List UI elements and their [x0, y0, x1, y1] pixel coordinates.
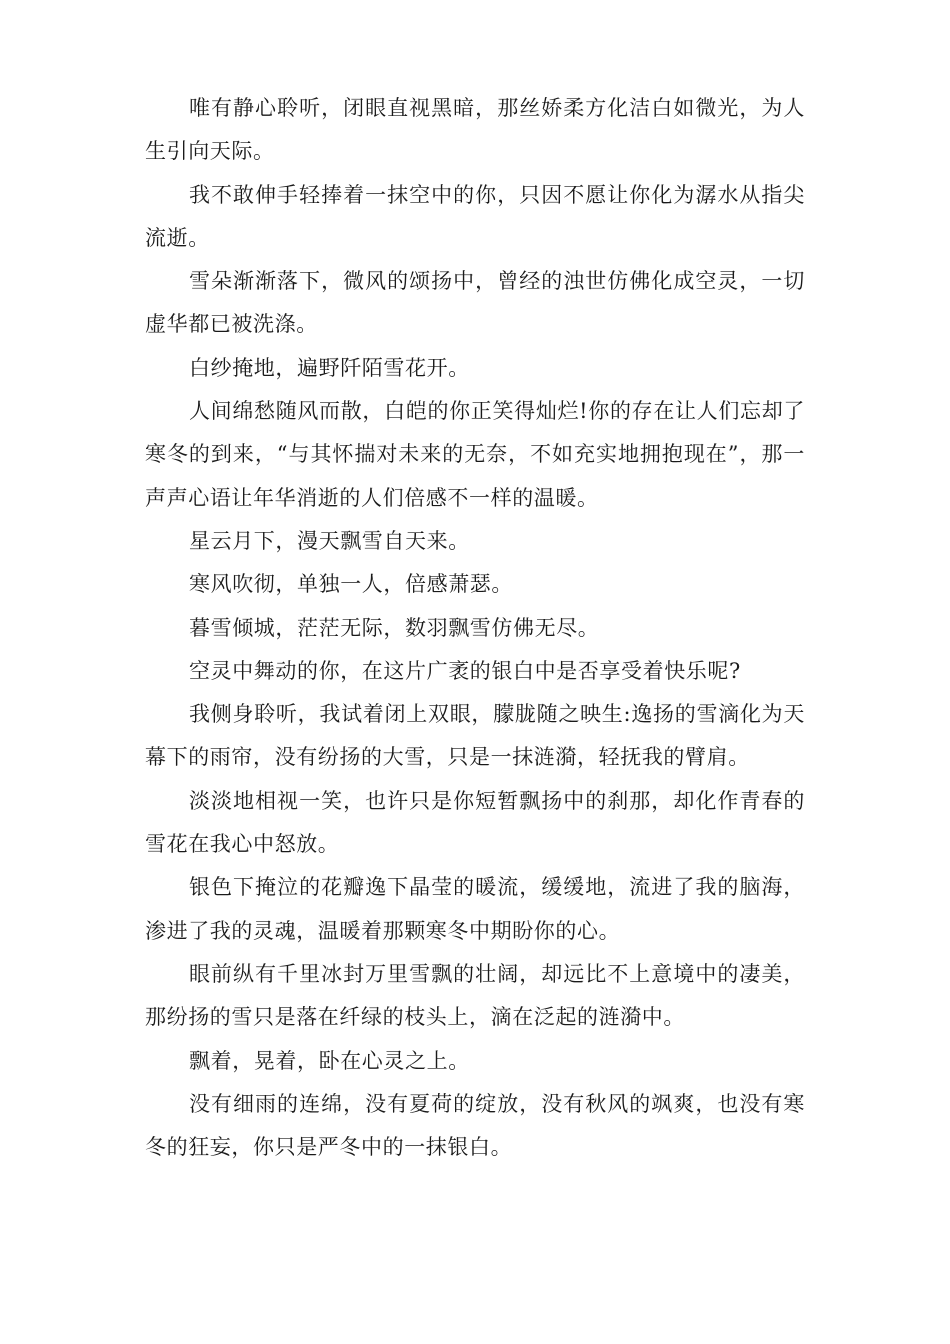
paragraph-5: 人间绵愁随风而散，白皑的你正笑得灿烂!你的存在让人们忘却了寒冬的到来，“与其怀揣对未来的无奈，不如充实地拥抱现在”，那一声声心语让年华消逝的人们倍感不一样的温暖。 — [145, 399, 805, 510]
paragraph-15: 没有细雨的连绵，没有夏荷的绽放，没有秋风的飒爽，也没有寒冬的狂妄，你只是严冬中的一抹银白。 — [145, 1091, 805, 1160]
paragraph-13: 眼前纵有千里冰封万里雪飘的壮阔，却远比不上意境中的凄美，那纷扬的雪只是落在纤绿的枝头上，滴在泛起的涟漪中。 — [145, 961, 805, 1030]
paragraph-14: 飘着，晃着，卧在心灵之上。 — [189, 1048, 470, 1073]
paragraph-11: 淡淡地相视一笑，也许只是你短暂飘扬中的刹那，却化作青春的雪花在我心中怒放。 — [145, 788, 805, 857]
paragraph-7: 寒风吹彻，单独一人，倍感萧瑟。 — [189, 572, 513, 597]
paragraph-10: 我侧身聆听，我试着闭上双眼，朦胧随之映生:逸扬的雪滴化为天幕下的雨帘，没有纷扬的大雪，只是一抹涟漪，轻抚我的臂肩。 — [145, 702, 805, 770]
paragraph-3: 雪朵渐渐落下，微风的颂扬中，曾经的浊世仿佛化成空灵，一切虚华都已被洗涤。 — [145, 269, 805, 337]
paragraph-4: 白纱掩地，遍野阡陌雪花开。 — [189, 355, 470, 380]
paragraph-1: 唯有静心聆听，闭眼直视黑暗，那丝娇柔方化洁白如微光，为人生引向天际。 — [145, 96, 805, 164]
paragraph-8: 暮雪倾城，茫茫无际，数羽飘雪仿佛无尽。 — [189, 615, 600, 640]
paragraph-2: 我不敢伸手轻捧着一抹空中的你，只因不愿让你化为潺水从指尖流逝。 — [145, 182, 805, 250]
paragraph-6: 星云月下，漫天飘雪自天来。 — [189, 528, 470, 553]
paragraph-9: 空灵中舞动的你，在这片广袤的银白中是否享受着快乐呢? — [189, 658, 741, 683]
document-body — [145, 87, 805, 1169]
paragraph-12: 银色下掩泣的花瓣逸下晶莹的暖流，缓缓地，流进了我的脑海，渗进了我的灵魂，温暖着那颗寒冬中期盼你的心。 — [145, 875, 805, 943]
